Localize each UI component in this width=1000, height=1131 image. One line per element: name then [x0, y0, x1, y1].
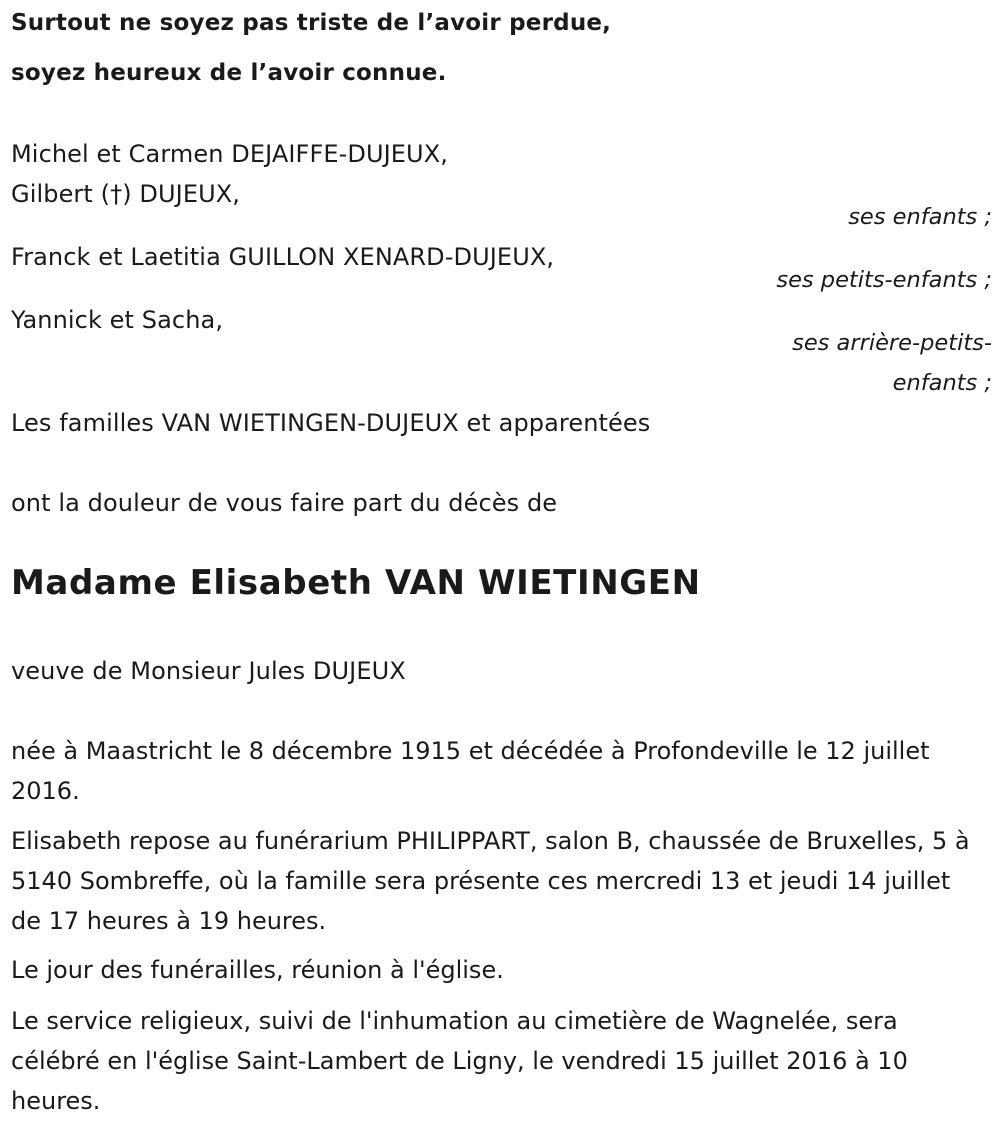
great-grandchildren-role-line-1: ses arrière-petits-	[792, 330, 992, 356]
quote-line-2: soyez heureux de l’avoir connue.	[11, 60, 447, 86]
children-role: ses enfants ;	[848, 204, 992, 230]
service-paragraph: Le service religieux, suivi de l'inhumation au cimetière de Wagnelée, sera célébré en l'église Saint-Lambert de Ligny, le vendredi 15 juillet 2016 à 10 heures.	[11, 1007, 908, 1115]
grandchildren-line: Franck et Laetitia GUILLON XENARD-DUJEUX,	[11, 243, 555, 271]
quote-line-1: Surtout ne soyez pas triste de l’avoir perdue,	[11, 10, 612, 36]
obituary-notice	[11, 0, 992, 1131]
announcement-line: ont la douleur de vous faire part du décès de	[11, 489, 558, 517]
grandchildren-role: ses petits-enfants ;	[776, 267, 992, 293]
deceased-name: Madame Elisabeth VAN WIETINGEN	[11, 563, 701, 603]
great-grandchildren-line: Yannick et Sacha,	[11, 306, 224, 334]
children-line-2: Gilbert (†) DUJEUX,	[11, 180, 241, 208]
families-line: Les familles VAN WIETINGEN-DUJEUX et apparentées	[11, 409, 651, 437]
birth-death-paragraph: née à Maastricht le 8 décembre 1915 et décédée à Profondeville le 12 juillet 2016.	[11, 737, 930, 805]
great-grandchildren-role-line-2: enfants ;	[892, 370, 992, 396]
children-line-1: Michel et Carmen DEJAIFFE-DUJEUX,	[11, 140, 448, 168]
visitation-paragraph: Elisabeth repose au funérarium PHILIPPART, salon B, chaussée de Bruxelles, 5 à 5140 Sombreffe, où la famille sera présente ces mercredi 13 et jeudi 14 juillet de 17 heures à 19 heures.	[11, 827, 970, 935]
widow-of-line: veuve de Monsieur Jules DUJEUX	[11, 657, 406, 685]
meeting-paragraph: Le jour des funérailles, réunion à l'église.	[11, 956, 504, 984]
